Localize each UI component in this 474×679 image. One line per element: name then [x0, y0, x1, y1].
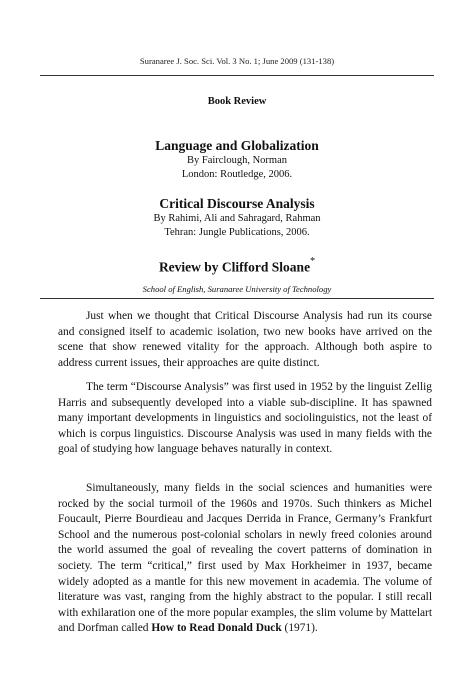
affiliation-rule — [40, 298, 434, 299]
section-kind: Book Review — [207, 96, 267, 107]
running-header: Suranaree J. Soc. Sci. Vol. 3 No. 1; June 2009 (131-138) — [139, 56, 335, 66]
paragraph-main: Simultaneously, many fields in the social sciences and humanities were rocked by the social turmoil of the 1960s and 1970s. Such thinkers as Michel Foucault, Pierre Bourdieau and Jacques Derrida in France, Germany’s Frankfurt School and the numerous post-colonial scholars in newly freed colonies around the world assumed the goal of revealing the covert patterns of domination in society. The term “critical,” first used by Max Horkheimer in 1937, became widely adopted as a mantle for this new movement in academia. The volume of literature was vast, ranging from the highly abstract to the popular. I still recall with exhilaration one of the more popular examples, the slim volume by Mattelart and Dorfman called — [58, 482, 432, 635]
body-paragraph-2 — [58, 380, 432, 458]
book-publisher: Tehran: Jungle Publications, 2006. — [164, 227, 310, 238]
paragraph-text: Just when we thought that Critical Discourse Analysis had run its course and consigned itself to academic isolation, two new books have arrived on the scene that show renewed vitality for the approach. Although both aspire to address current issues, their approaches are quite distinct. — [58, 310, 432, 369]
paragraph-text — [58, 481, 432, 637]
reviewed-book-2 — [40, 196, 434, 240]
review-byline — [40, 256, 434, 276]
header-rule — [40, 75, 434, 76]
reviewed-book-1 — [40, 138, 434, 182]
footnote-mark: * — [310, 256, 316, 267]
byline-text: Review by Clifford Sloane — [158, 259, 311, 275]
book-author: By Rahimi, Ali and Sahragard, Rahman — [153, 213, 321, 224]
reviewer-affiliation: School of English, Suranaree University of Technology — [142, 284, 332, 294]
body-paragraph-3 — [58, 481, 432, 637]
body-paragraph-1 — [58, 309, 432, 371]
cited-book-title: How to Read Donald Duck — [151, 622, 282, 635]
book-title: Critical Discourse Analysis — [159, 196, 315, 211]
book-publisher: London: Routledge, 2006. — [181, 169, 293, 180]
book-title: Language and Globalization — [155, 138, 319, 153]
paragraph-end: (1971). — [281, 622, 318, 635]
book-author: By Fairclough, Norman — [186, 155, 288, 166]
paragraph-text: The term “Discourse Analysis” was first used in 1952 by the linguist Zellig Harris and subsequently developed into a viable sub-discipline. It has spawned many important developments in linguistics and sociolinguistics, not the least of which is corpus linguistics. Discourse Analysis was used in many fields with the goal of studying how language behaves naturally in context. — [58, 381, 432, 456]
